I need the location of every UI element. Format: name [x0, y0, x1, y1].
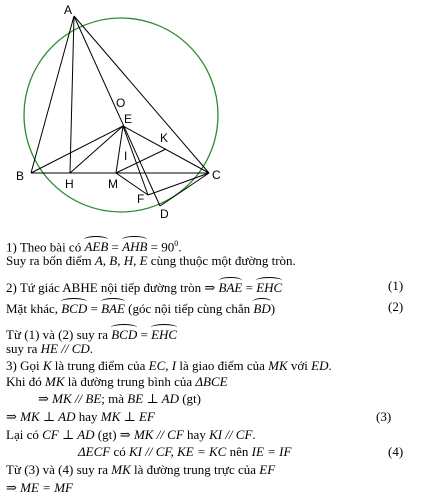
label-d: D	[160, 207, 169, 221]
line-14: ⇒ ME = MF	[6, 480, 73, 495]
segment-ah	[70, 16, 74, 173]
segment-be	[31, 126, 123, 173]
line-3: 2) Tứ giác ABHE nội tiếp đường tròn ⇒ BAE = EHC	[6, 280, 283, 295]
label-m: M	[108, 177, 118, 191]
line-7: 3) Gọi K là trung điểm của EC, I là giao điểm của MK với ED.	[6, 358, 332, 373]
equation-number-1: (1)	[388, 278, 404, 293]
equation-number-3: (3)	[376, 409, 392, 424]
segment-cf	[148, 173, 209, 195]
geometry-figure	[0, 0, 431, 232]
label-c: C	[212, 168, 221, 182]
label-a: A	[64, 3, 73, 17]
line-8: Khi đó MK là đường trung bình của ΔBCE	[6, 374, 228, 389]
line-12: ΔECF có KI // CF, KE = KC nên IE = IF	[78, 444, 292, 459]
line-1: 1) Theo bài có AEB = AHB = $90^0$.	[6, 239, 182, 255]
equation-number-2: (2)	[388, 299, 404, 314]
label-b: B	[16, 169, 25, 183]
label-e: E	[124, 112, 133, 126]
segment-ac	[74, 16, 209, 173]
segment-cd	[160, 173, 209, 206]
label-o: O	[116, 96, 126, 110]
label-h: H	[65, 177, 74, 191]
segment-ab	[31, 16, 74, 173]
line-6: suy ra HE // CD.	[6, 341, 94, 356]
line-11: Lại có CF ⊥ AD (gt) ⇒ MK // CF hay KI // CF.	[6, 427, 256, 442]
circumcircle	[24, 18, 218, 212]
line-9: ⇒ MK // BE; mà BE ⊥ AD (gt)	[38, 391, 201, 406]
equation-number-4: (4)	[388, 444, 404, 459]
line-2: Suy ra bốn điểm A, B, H, E cùng thuộc một đường tròn.	[6, 253, 296, 268]
segment-me	[116, 126, 123, 173]
label-i: I	[124, 149, 128, 163]
line-4: Mặt khác, BCD = BAE (góc nội tiếp cùng chắn BD)	[6, 301, 276, 316]
line-5: Từ (1) và (2) suy ra BCD = EHC	[6, 327, 178, 342]
label-f: F	[137, 192, 145, 206]
line-13: Từ (3) và (4) suy ra MK là đường trung trực của EF	[6, 462, 276, 477]
line-10: ⇒ MK ⊥ AD hay MK ⊥ EF	[6, 409, 155, 424]
label-k: K	[160, 131, 169, 145]
